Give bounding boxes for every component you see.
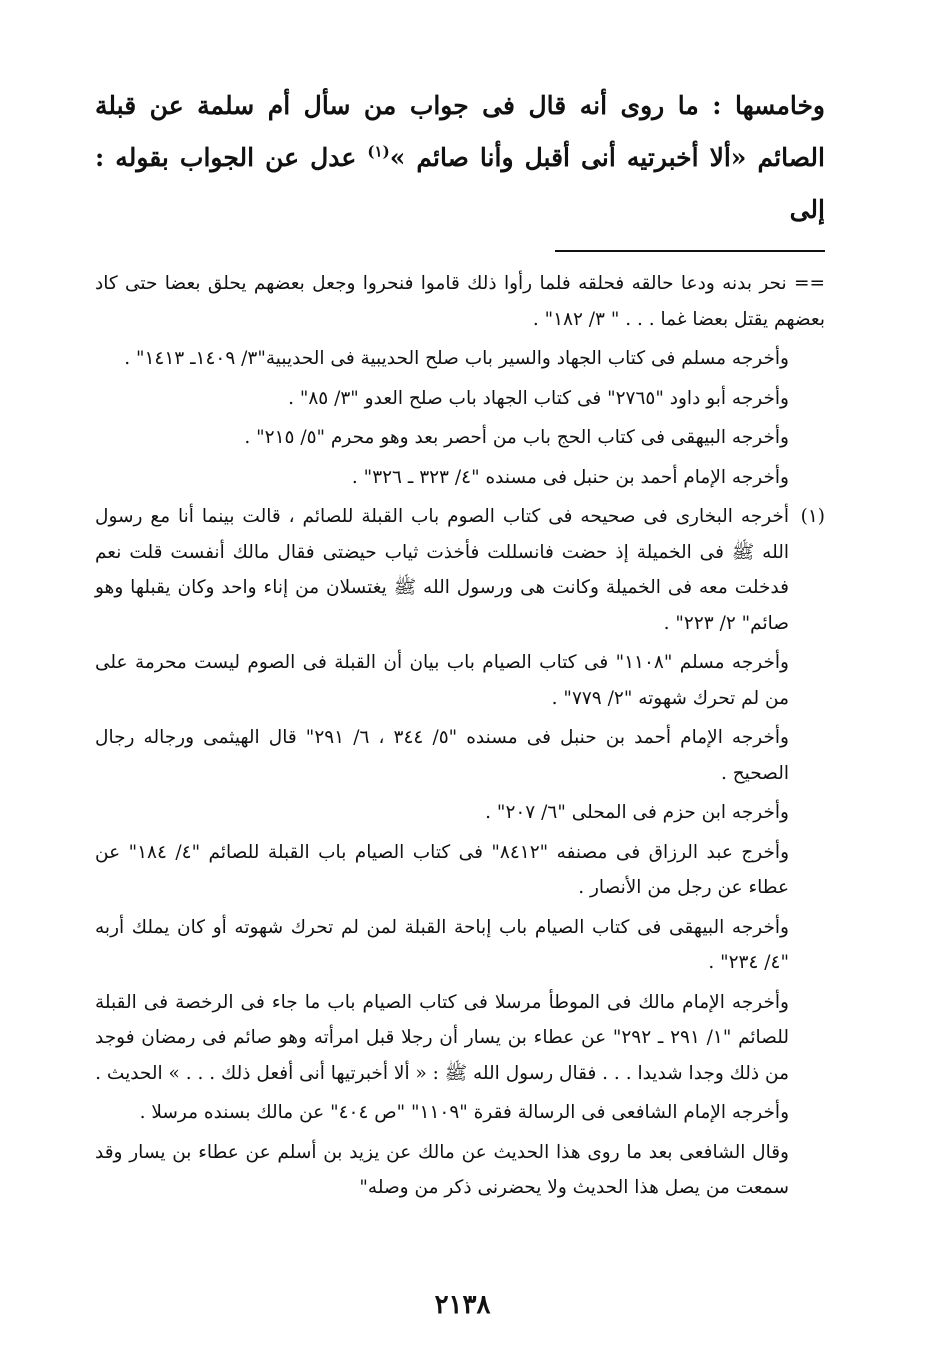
footnote-1-line: وأخرج عبد الرزاق فى مصنفه "٨٤١٢" فى كتاب الصيام باب القبلة للصائم "٤/ ١٨٤" عن عطاء عن رجل من الأنصار . [95, 841, 789, 898]
document-page [95, 80, 825, 1350]
footnote-1-text: أخرجه البخارى فى صحيحه فى كتاب الصوم باب القبلة للصائم ، قالت بينما أنا مع رسول الله ﷺ فى الخميلة إذ حضت فانسللت فأخذت ثياب حيضتى فقال مالك أنفست قلت نعم فدخلت معه فى الخميلة وكانت هى ورسول الله ﷺ يغتسلان من إناء واحد وكان يقبلها وهو صائم" ٢/ ٢٢٣" . [95, 506, 789, 634]
footnote-1-line: وأخرجه الإمام أحمد بن حنبل فى مسنده "٥/ ٣٤٤ ، ٦/ ٢٩١" قال الهيثمى ورجاله رجال الصحيح . [95, 727, 789, 784]
footnote-1 [95, 499, 825, 641]
main-paragraph [95, 80, 825, 236]
main-line1-text: ما روى أنه قال فى جواب من سأل أم سلمة عن قبلة الصائم [95, 91, 825, 172]
main-quote: «ألا أخبرتيه أنى أقبل وأنا صائم » [389, 143, 747, 172]
footnote-1-line: وأخرجه الإمام الشافعى فى الرسالة فقرة "١١٠٩" "ص ٤٠٤" عن مالك بسنده مرسلا . [139, 1102, 789, 1123]
footnote-continuation-line: == نحر بدنه ودعا حالقه فحلقه فلما رأوا ذلك قاموا فنحروا وجعل بعضهم يحلق بعضا حتى كاد بعضهم يقتل بعضا غما . . . " ٣/ ١٨٢" . [95, 273, 825, 330]
footnote-1-line: وأخرجه الإمام مالك فى الموطأ مرسلا فى كتاب الصيام باب ما جاء فى الرخصة فى القبلة للصائم "١/ ٢٩١ ـ ٢٩٢" عن عطاء بن يسار أن رجلا قبل امرأته وهو صائم فى رمضان فوجد من ذلك وجدا شديدا . . . فقال رسول الله ﷺ : « ألا أخبرتيها أنى أفعل ذلك . . . » الحديث . [95, 991, 789, 1084]
footnote-ref-1: (١) [367, 142, 390, 161]
footnote-continuation-line: وأخرجه الإمام أحمد بن حنبل فى مسنده "٤/ ٣٢٣ ـ ٣٢٦" . [351, 466, 789, 488]
footnote-divider [555, 250, 825, 252]
footnote-1-line: وأخرجه البيهقى فى كتاب الصيام باب إباحة القبلة لمن لم تحرك شهوته أو كان يملك أربه "٤/ ٢٣٤" . [95, 916, 789, 973]
footnote-1-line: وأخرجه ابن حزم فى المحلى "٦/ ٢٠٧" . [485, 802, 789, 823]
footnote-continuation-line: وأخرجه أبو داود "٢٧٦٥" فى كتاب الجهاد باب صلح العدو "٣/ ٨٥" . [288, 387, 789, 409]
footnote-continuation-line: وأخرجه البيهقى فى كتاب الحج باب من أحصر بعد وهو محرم "٥/ ٢١٥" . [244, 427, 789, 448]
footnote-1-line: وأخرجه مسلم "١١٠٨" فى كتاب الصيام باب بيان أن القبلة فى الصوم ليست محرمة على من لم تحرك شهوته "٢/ ٧٧٩" . [95, 652, 789, 709]
main-lead-word: وخامسها : [712, 91, 825, 120]
footnote-continuation-line: وأخرجه مسلم فى كتاب الجهاد والسير باب صلح الحديبية فى الحديبية"٣/ ١٤٠٩ـ ١٤١٣" . [124, 348, 789, 369]
page-number: ٢١٣٨ [434, 1290, 491, 1320]
footnotes-section [95, 266, 825, 1206]
main-line2-text: عدل عن الجواب بقوله : إلى [95, 143, 825, 224]
footnote-1-line: وقال الشافعى بعد ما روى هذا الحديث عن مالك عن يزيد بن أسلم عن عطاء بن يسار وقد سمعت من يصل هذا الحديث ولا يحضرنى ذكر من وصله" [95, 1141, 789, 1198]
footnote-number: (١) [800, 506, 825, 527]
